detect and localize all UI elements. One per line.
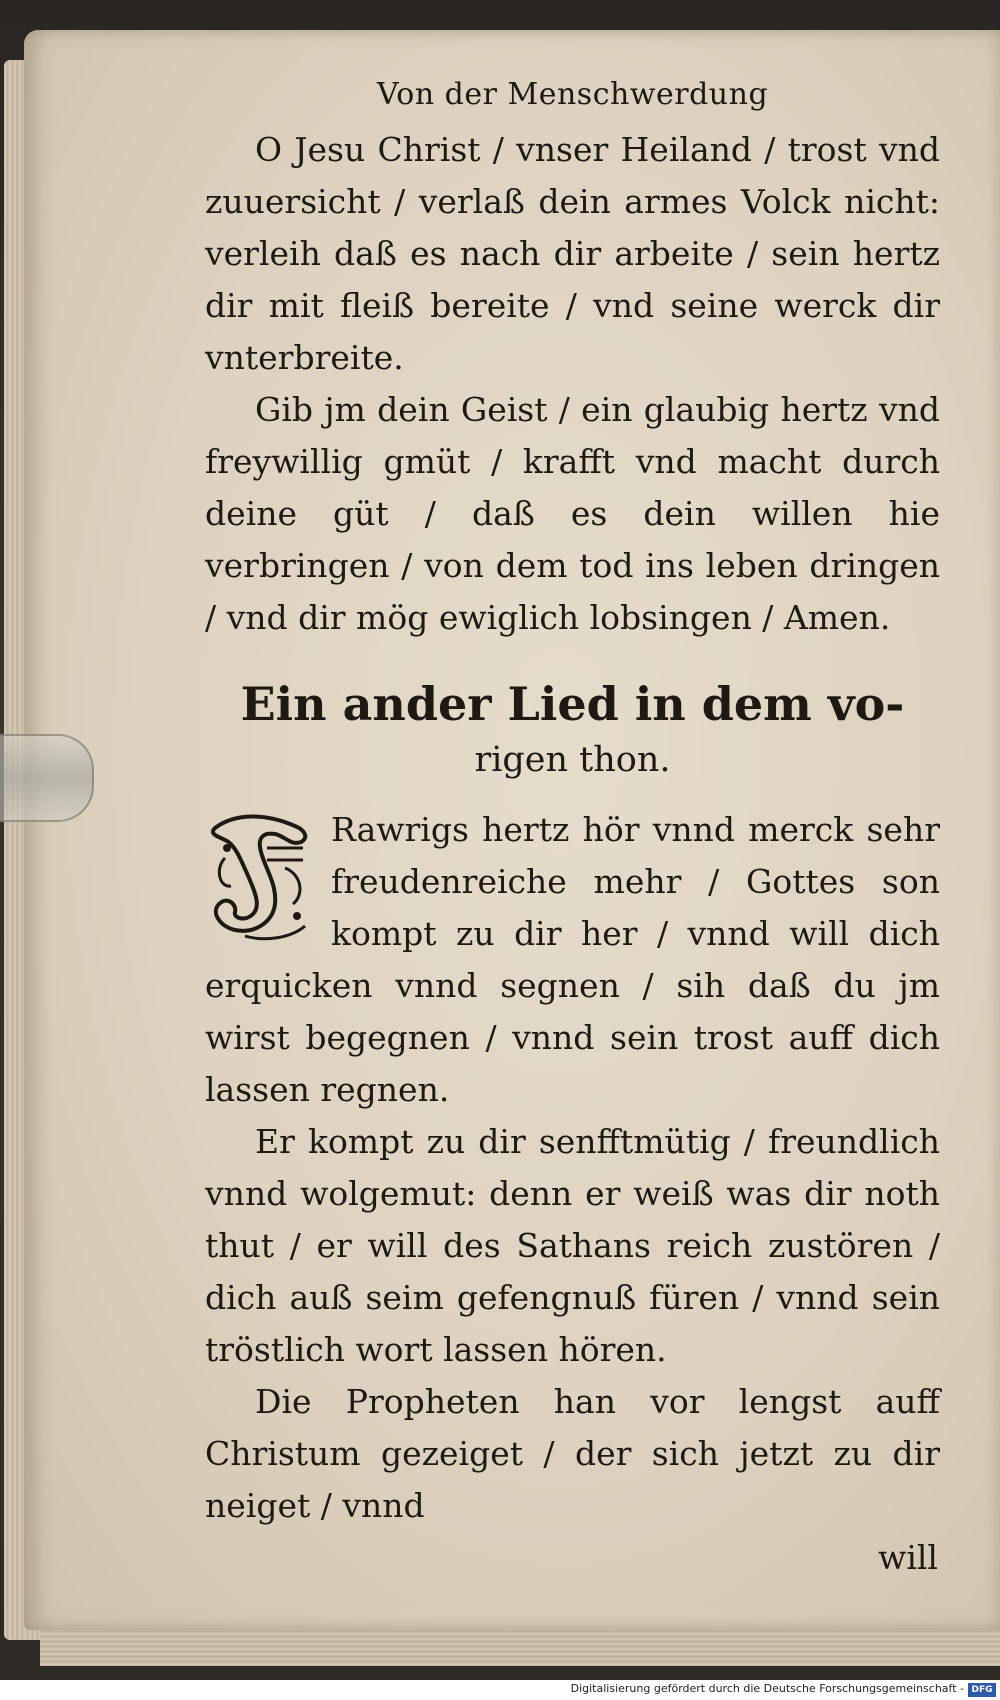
digitization-credit: Digitalisierung gefördert durch die Deutsche Forschungsgemeinschaft - xyxy=(570,1682,964,1695)
paragraph-1: O Jesu Christ / vnser Heiland / trost vnd zuuersicht / verlaß dein armes Volck nicht: verleih daß es nach dir arbeite / sein hertz dir mit fleiß bereite / vnd seine werck dir vnterbreite. xyxy=(205,130,940,377)
stanza-2: Er kompt zu dir senfftmütig / freundlich vnnd wolgemut: denn er weiß was dir noth thut / er will des Sathans reich zustören / dich auß seim gefengnuß füren / vnnd sein tröstlich wort lassen hören. xyxy=(205,1122,940,1369)
song-heading xyxy=(205,674,940,734)
dfg-logo: DFG xyxy=(968,1683,996,1697)
paragraph-2: Gib jm dein Geist / ein glaubig hertz vnd freywillig gmüt / krafft vnd macht durch deine güt / daß es dein willen hie verbringen / von dem tod ins leben dringen / vnd dir mög ewiglich lobsingen / Amen. xyxy=(205,390,940,637)
running-head: Von der Menschwerdung xyxy=(376,77,769,112)
song-heading-line-2: rigen thon. xyxy=(474,740,671,780)
footer-bar xyxy=(0,1680,1000,1700)
page-text xyxy=(205,72,940,1584)
decorated-initial-icon xyxy=(205,808,317,944)
catchword: will xyxy=(878,1538,938,1577)
book-clip xyxy=(0,734,94,822)
song-heading-line-1: Ein ander Lied in dem vo- xyxy=(240,677,905,731)
decorated-initial xyxy=(205,808,317,944)
stanza-3: Die Propheten han vor lengst auff Christum gezeiget / der sich jetzt zu dir neiget / vnnd xyxy=(205,1382,940,1525)
stanza-1: Rawrigs hertz hör vnnd merck sehr freudenreiche mehr / Gottes son kompt zu dir her / vnnd will dich erquicken vnnd segnen / sih daß du jm wirst begegnen / vnnd sein trost auff dich lassen regnen. xyxy=(205,810,940,1109)
